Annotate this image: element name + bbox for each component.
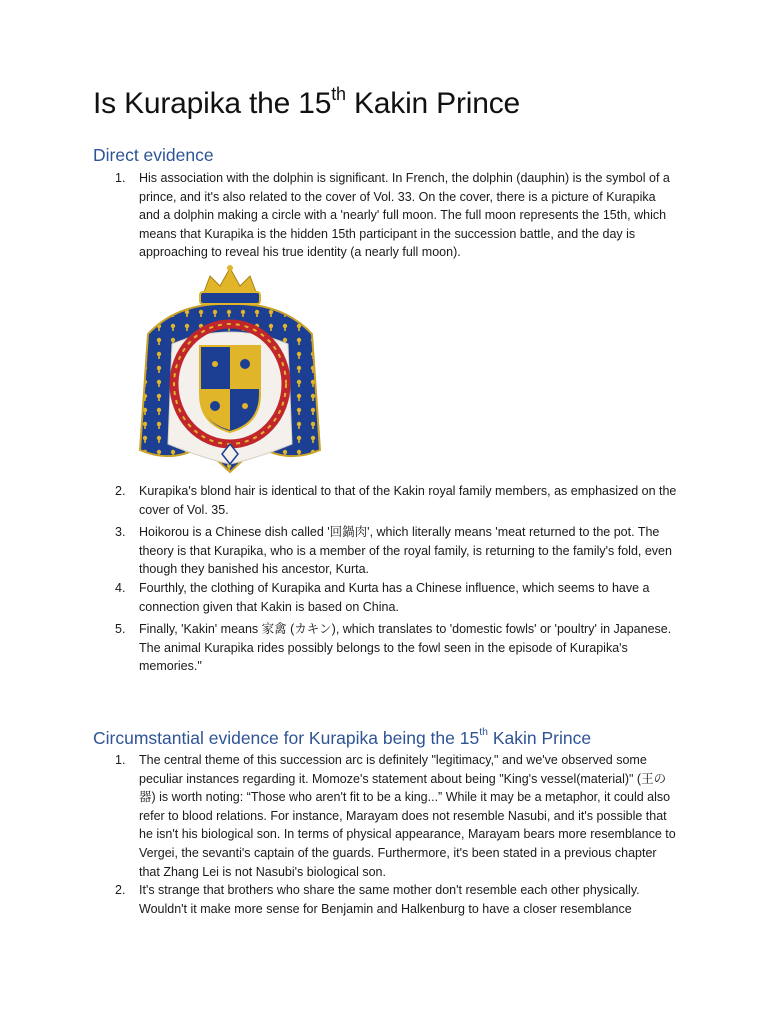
document-title: Is Kurapika the 15th Kakin Prince: [93, 84, 520, 120]
list-item: 5. Finally, 'Kakin' means 家禽 (カキン), which translates to 'domestic fowls' or 'poultry' in Japanese. The animal Kurapika rides possibly belongs to the fowl seen in the episode of Kurapika's memories.": [115, 622, 672, 674]
direct-evidence-list-part2: [0, 482, 679, 676]
list-item: 2. Kurapika's blond hair is identical to that of the Kakin royal family members, as emphasized on the cover of Vol. 35.: [115, 484, 677, 517]
coat-of-arms-image: [138, 264, 322, 482]
section-heading-circumstantial-evidence: Circumstantial evidence for Kurapika being the 15th Kakin Prince: [93, 726, 592, 748]
list-item: 2. It's strange that brothers who share the same mother don't resemble each other physically. Wouldn't it make more sense for Benjamin and Halkenburg to have a closer resemblance: [115, 883, 640, 916]
section-heading-direct-evidence: Direct evidence: [93, 145, 214, 165]
list-item: 4. Fourthly, the clothing of Kurapika and Kurta has a Chinese influence, which seems to have a connection given that Kakin is based on China.: [115, 580, 650, 614]
list-item: 1. His association with the dolphin is significant. In French, the dolphin (dauphin) is the symbol of a prince, and it's also related to the cover of Vol. 33. On the cover, there is a picture of Kurapika and a dolphin making a circle with a 'nearly' full moon. The full moon represents the 15th, which means that Kurapika is the hidden 15th participant in the succession battle, and the day is approaching to reveal his true identity (a nearly full moon).: [115, 171, 670, 260]
list-item: 1. The central theme of this succession arc is definitely "legitimacy," and we've observed some peculiar instances regarding it. Momoze's statement about being "King's vessel(material)" (王の器) is worth noting: “Those who aren't fit to be a king...” While it may be a metaphor, it could also refer to blood relations. For instance, Marayam does not resemble Nasubi, and it's possible that he isn't his biological son. In terms of physical appearance, Marayam bears more resemblance to Vergei, the sevanti's captain of the guards. Furthermore, it's been stated in a previous chapter that Zhang Lei is not Nasubi's biological son.: [115, 753, 676, 879]
circumstantial-evidence-list: [0, 751, 679, 918]
direct-evidence-list-part1: [0, 169, 679, 262]
list-item: 3. Hoikorou is a Chinese dish called '回鍋肉', which literally means 'meat returned to the pot. The theory is that Kurapika, who is a member of the royal family, is returning to the family's fold, even though they banished his ancestor, Kurta.: [115, 525, 672, 577]
